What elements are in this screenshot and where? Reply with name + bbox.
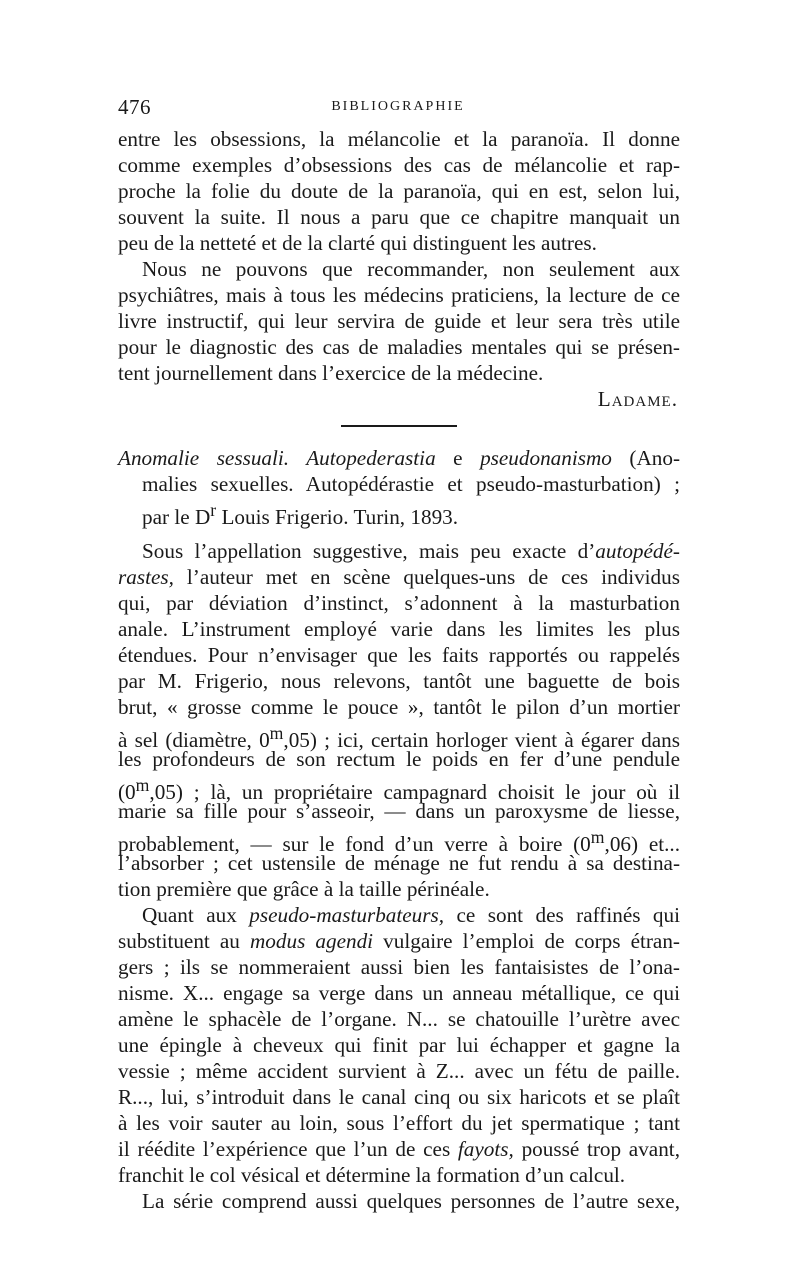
text-line: psychiâtres, mais à tous les médecins praticiens, la lecture de ce <box>118 283 680 307</box>
text-line: entre les obsessions, la mélancolie et la paranoïa. Il donne <box>118 127 680 151</box>
text-line: l’absorber ; cet ustensile de ménage ne fut rendu à sa destina- <box>118 850 680 875</box>
review-paragraph <box>118 538 680 902</box>
text-line: La série comprend aussi quelques personnes de l’autre sexe, <box>142 1188 680 1213</box>
text-line: franchit le col vésical et détermine la formation d’un calcul. <box>118 1162 626 1187</box>
text-line: vessie ; même accident survient à Z... avec un fétu de paille. <box>118 1058 680 1083</box>
citation-line: Anomalie sessuali. Autopederastia e pseudonanismo (Ano- <box>118 445 680 470</box>
text-line: comme exemples d’obsessions des cas de mélancolie et rap- <box>118 153 680 177</box>
citation-line: malies sexuelles. Autopédérastie et pseudo-masturbation) ; <box>142 471 680 496</box>
running-head: BIBLIOGRAPHIE <box>331 99 465 114</box>
text-line: Nous ne pouvons que recommander, non seulement aux <box>142 257 680 281</box>
review-continuation <box>118 126 680 412</box>
text-line: par M. Frigerio, nous relevons, tantôt une baguette de bois <box>118 668 680 693</box>
review-citation <box>118 445 680 529</box>
text-line: à sel (diamètre, 0$^m$,05) ; ici, certain horloger vient à égarer dans <box>118 722 680 752</box>
text-line: anale. L’instrument employé varie dans les limites les plus <box>118 616 680 641</box>
text-line: substituent au modus agendi vulgaire l’emploi de corps étran- <box>118 928 680 953</box>
text-line: R..., lui, s’introduit dans le canal cinq ou six haricots et se plaît <box>118 1084 680 1109</box>
review-paragraph <box>118 1188 680 1214</box>
text-line: amène le sphacèle de l’organe. N... se chatouille l’urètre avec <box>118 1006 680 1031</box>
section-divider <box>341 425 457 427</box>
text-line: nisme. X... engage sa verge dans un anneau métallique, ce qui <box>118 980 680 1005</box>
text-line: une épingle à cheveux qui finit par lui échapper et gagne la <box>118 1032 680 1057</box>
citation-line: par le $D^r$ Louis Frigerio. Turin, 1893. <box>142 499 459 529</box>
text-line: étendues. Pour n’envisager que les faits rapportés ou rappelés <box>118 642 680 667</box>
text-line: marie sa fille pour s’asseoir, — dans un paroxysme de liesse, <box>118 798 680 823</box>
text-line: Sous l’appellation suggestive, mais peu exacte d’autopédé- <box>142 538 680 563</box>
text-line: il réédite l’expérience que l’un de ces fayots, poussé trop avant, <box>118 1136 680 1161</box>
text-line: probablement, — sur le fond d’un verre à boire (0$^m$,06) et... <box>118 826 680 856</box>
text-line: gers ; ils se nommeraient aussi bien les fantaisistes de l’ona- <box>118 954 680 979</box>
text-line: pour le diagnostic des cas de maladies mentales qui se présen- <box>118 335 680 359</box>
citation-title: Anomalie sessuali. Autopederastia <box>118 445 436 470</box>
text-line: Quant aux pseudo-masturbateurs, ce sont des raffinés qui <box>142 902 681 927</box>
reviewer-signature: Ladame. <box>597 387 678 411</box>
text-line: souvent la suite. Il nous a paru que ce chapitre manquait un <box>118 205 680 229</box>
text-line: tent journellement dans l’exercice de la médecine. <box>118 361 544 385</box>
text-line: rastes, l’auteur met en scène quelques-uns de ces individus <box>118 564 680 589</box>
text-line: les profondeurs de son rectum le poids en fer d’une pendule <box>118 746 680 771</box>
review-paragraph <box>118 902 680 1188</box>
page-body <box>118 126 680 1214</box>
text-line: (0$^m$,05) ; là, un propriétaire campagnard choisit le jour où il <box>118 774 680 804</box>
text-line: brut, « grosse comme le pouce », tantôt le pilon d’un mortier <box>118 694 680 719</box>
text-line: proche la folie du doute de la paranoïa, qui en est, selon lui, <box>118 179 680 203</box>
text-line: tion première que grâce à la taille périnéale. <box>118 876 490 901</box>
text-line: peu de la netteté et de la clarté qui distinguent les autres. <box>118 231 597 255</box>
text-line: livre instructif, qui leur servira de guide et leur sera très utile <box>118 309 680 333</box>
text-line: qui, par déviation d’instinct, s’adonnent à la masturbation <box>118 590 680 615</box>
page-number: 476 <box>118 95 151 119</box>
page-header <box>118 95 678 121</box>
text-line: à les voir sauter au loin, sous l’effort du jet spermatique ; tant <box>118 1110 680 1135</box>
